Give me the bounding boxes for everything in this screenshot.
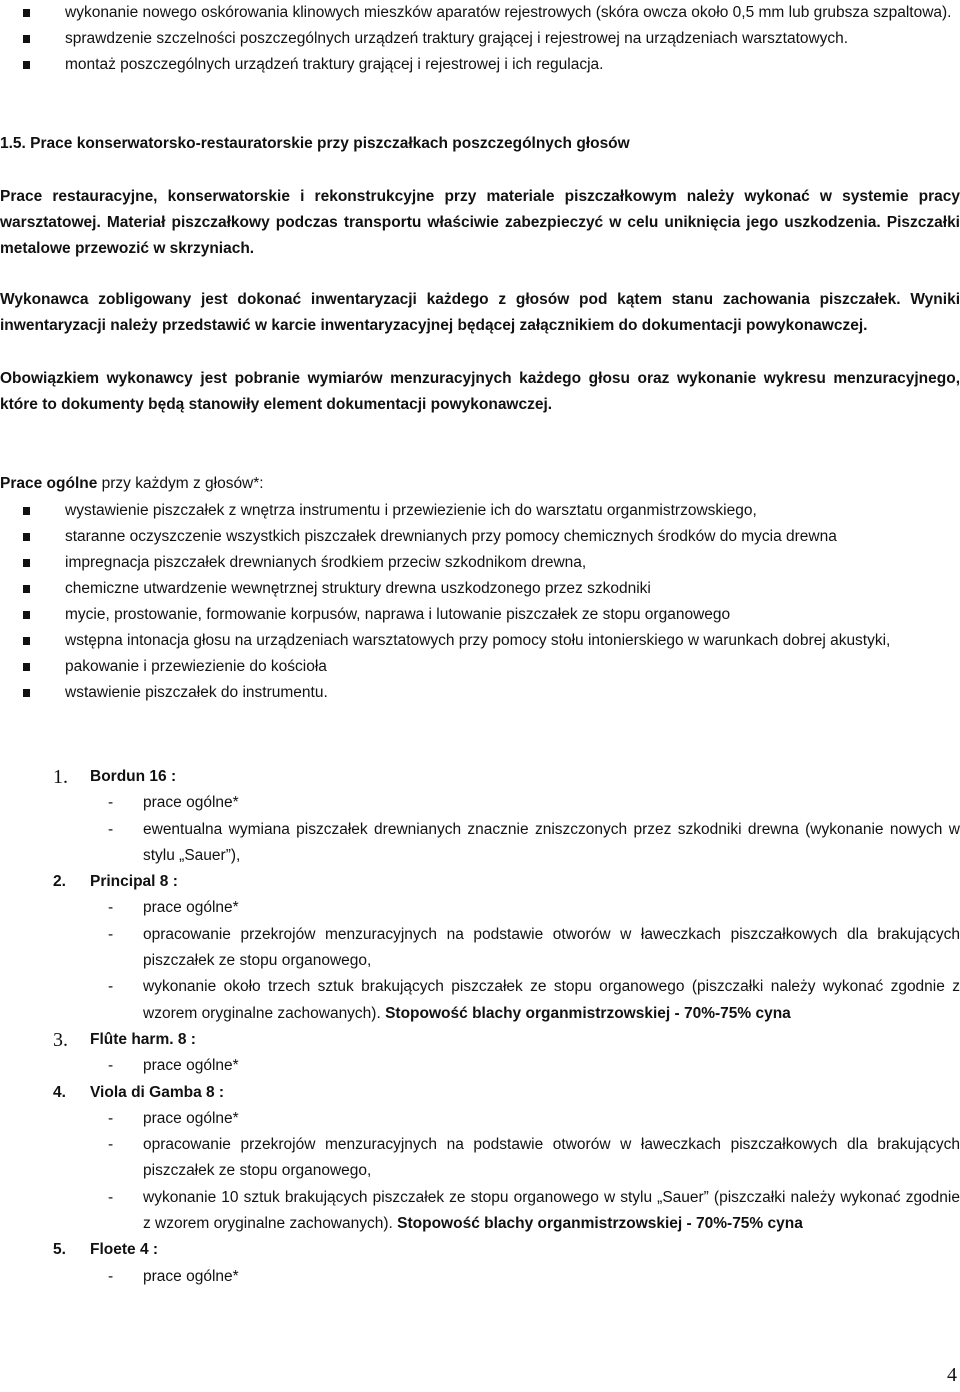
- task-item: - ewentualna wymiana piszczałek drewnianych znacznie zniszczonych przez szkodniki drewna (wykonanie nowych w stylu „Sauer”),: [90, 817, 960, 870]
- task-item: - wykonanie około trzech sztuk brakujących piszczałek ze stopu organowego (piszczałki należy wykonać zgodnie z wzorem oryginalne zachowanych). Stopowość blachy organmistrzowskiej - 70%-75% cyna: [90, 974, 960, 1027]
- voice-number: 4.: [53, 1083, 66, 1101]
- bullet-icon: [23, 559, 30, 567]
- paragraph: Wykonawca zobligowany jest dokonać inwentaryzacji każdego z głosów pod kątem stanu zachowania piszczałek. Wyniki inwentaryzacji należy przedstawić w karcie inwentaryzacyjnej będącej załącznikiem do dokumentacji powykonawczej.: [0, 291, 960, 334]
- general-works-list: [0, 498, 960, 706]
- list-item: chemiczne utwardzenie wewnętrznej struktury drewna uszkodzonego przez szkodniki: [0, 576, 960, 602]
- voice-title: Bordun 16 :: [90, 768, 177, 785]
- page-number: 4: [947, 1364, 957, 1386]
- task-item: - wykonanie 10 sztuk brakujących piszczałek ze stopu organowego w stylu „Sauer” (piszczałki należy wykonać zgodnie z wzorem oryginalne zachowanych). Stopowość blachy organmistrzowskiej - 70%-75% cyna: [90, 1185, 960, 1238]
- dash-icon: -: [108, 1267, 114, 1285]
- paragraph: Prace restauracyjne, konserwatorskie i rekonstrukcyjne przy materiale piszczałkowym należy wykonać w systemie pracy warsztatowej. Materiał piszczałkowy podczas transportu właściwie zabezpieczyć w celu uniknięcia jego uszkodzenia. Piszczałki metalowe przewozić w skrzyniach.: [0, 188, 960, 257]
- list-item: impregnacja piszczałek drewnianych środkiem przeciw szkodnikom drewna,: [0, 550, 960, 576]
- bullet-icon: [23, 689, 30, 697]
- dash-icon: -: [108, 1136, 114, 1154]
- voices-list: [0, 764, 960, 1290]
- voice-item: [0, 1237, 960, 1290]
- dash-icon: -: [108, 794, 114, 812]
- list-item: staranne oczyszczenie wszystkich piszczałek drewnianych przy pomocy chemicznych środków do mycia drewna: [0, 524, 960, 550]
- task-item: - prace ogólne*: [90, 1053, 960, 1079]
- list-item: wstępna intonacja głosu na urządzeniach warsztatowych przy pomocy stołu intonierskiego w warunkach dobrej akustyki,: [0, 628, 960, 654]
- bullet-icon: [23, 507, 30, 515]
- dash-icon: -: [108, 1109, 114, 1127]
- dash-icon: -: [108, 925, 114, 943]
- list-item: wykonanie nowego oskórowania klinowych mieszków aparatów rejestrowych (skóra owcza około 0,5 mm lub grubsza szpaltowa).: [0, 0, 960, 26]
- voice-item: [0, 1027, 960, 1080]
- bullet-icon: [23, 611, 30, 619]
- task-item: - opracowanie przekrojów menzuracyjnych na podstawie otworów w ławeczkach piszczałkowych dla brakujących piszczałek ze stopu organowego,: [90, 1132, 960, 1185]
- dash-icon: -: [108, 1057, 114, 1075]
- task-item: - opracowanie przekrojów menzuracyjnych na podstawie otworów w ławeczkach piszczałkowych dla brakujących piszczałek ze stopu organowego,: [90, 922, 960, 975]
- paragraph: Obowiązkiem wykonawcy jest pobranie wymiarów menzuracyjnych każdego głosu oraz wykonanie wykresu menzuracyjnego, które to dokumenty będą stanowiły element dokumentacji powykonawczej.: [0, 370, 960, 413]
- voice-number: 1.: [53, 766, 68, 788]
- top-bullet-list: [0, 0, 960, 78]
- task-item: - prace ogólne*: [90, 1106, 960, 1132]
- list-item: mycie, prostowanie, formowanie korpusów, naprawa i lutowanie piszczałek ze stopu organowego: [0, 602, 960, 628]
- list-item: montaż poszczególnych urządzeń traktury grającej i rejestrowej i ich regulacja.: [0, 52, 960, 78]
- voice-title: Viola di Gamba 8 :: [90, 1083, 225, 1101]
- bullet-icon: [23, 9, 30, 17]
- dash-icon: -: [108, 899, 114, 917]
- list-item: pakowanie i przewiezienie do kościoła: [0, 654, 960, 680]
- task-item: - prace ogólne*: [90, 790, 960, 816]
- bullet-icon: [23, 35, 30, 43]
- voice-item: [0, 764, 960, 869]
- task-item: - prace ogólne*: [90, 1264, 960, 1290]
- voice-item: [0, 1080, 960, 1238]
- bullet-icon: [23, 61, 30, 69]
- dash-icon: -: [108, 978, 114, 996]
- voice-tasks: [90, 1264, 960, 1290]
- bullet-icon: [23, 637, 30, 645]
- dash-icon: -: [108, 1188, 114, 1206]
- voice-title: Principal 8 :: [90, 873, 178, 891]
- voice-item: [0, 869, 960, 1027]
- voice-title: Floete 4 :: [90, 1241, 159, 1259]
- voice-number: 3.: [53, 1028, 68, 1051]
- section-heading: 1.5. Prace konserwatorsko-restauratorskie przy piszczałkach poszczególnych głosów: [0, 135, 630, 152]
- task-item: - prace ogólne*: [90, 895, 960, 921]
- voice-tasks: [90, 895, 960, 1026]
- voice-title: Flûte harm. 8 :: [90, 1030, 196, 1048]
- voice-number: 5.: [53, 1241, 66, 1259]
- dash-icon: -: [108, 820, 114, 838]
- list-item: sprawdzenie szczelności poszczególnych urządzeń traktury grającej i rejestrowej na urządzeniach warsztatowych.: [0, 26, 960, 52]
- bullet-icon: [23, 663, 30, 671]
- bullet-icon: [23, 533, 30, 541]
- list-item: wystawienie piszczałek z wnętrza instrumentu i przewiezienie ich do warsztatu organmistrzowskiego,: [0, 498, 960, 524]
- general-works-label: Prace ogólne przy każdym z głosów*:: [0, 475, 264, 492]
- bullet-icon: [23, 585, 30, 593]
- voice-number: 2.: [53, 873, 66, 891]
- voice-tasks: [90, 1053, 960, 1079]
- voice-tasks: [90, 1106, 960, 1237]
- voice-tasks: [90, 790, 960, 869]
- list-item: wstawienie piszczałek do instrumentu.: [0, 680, 960, 706]
